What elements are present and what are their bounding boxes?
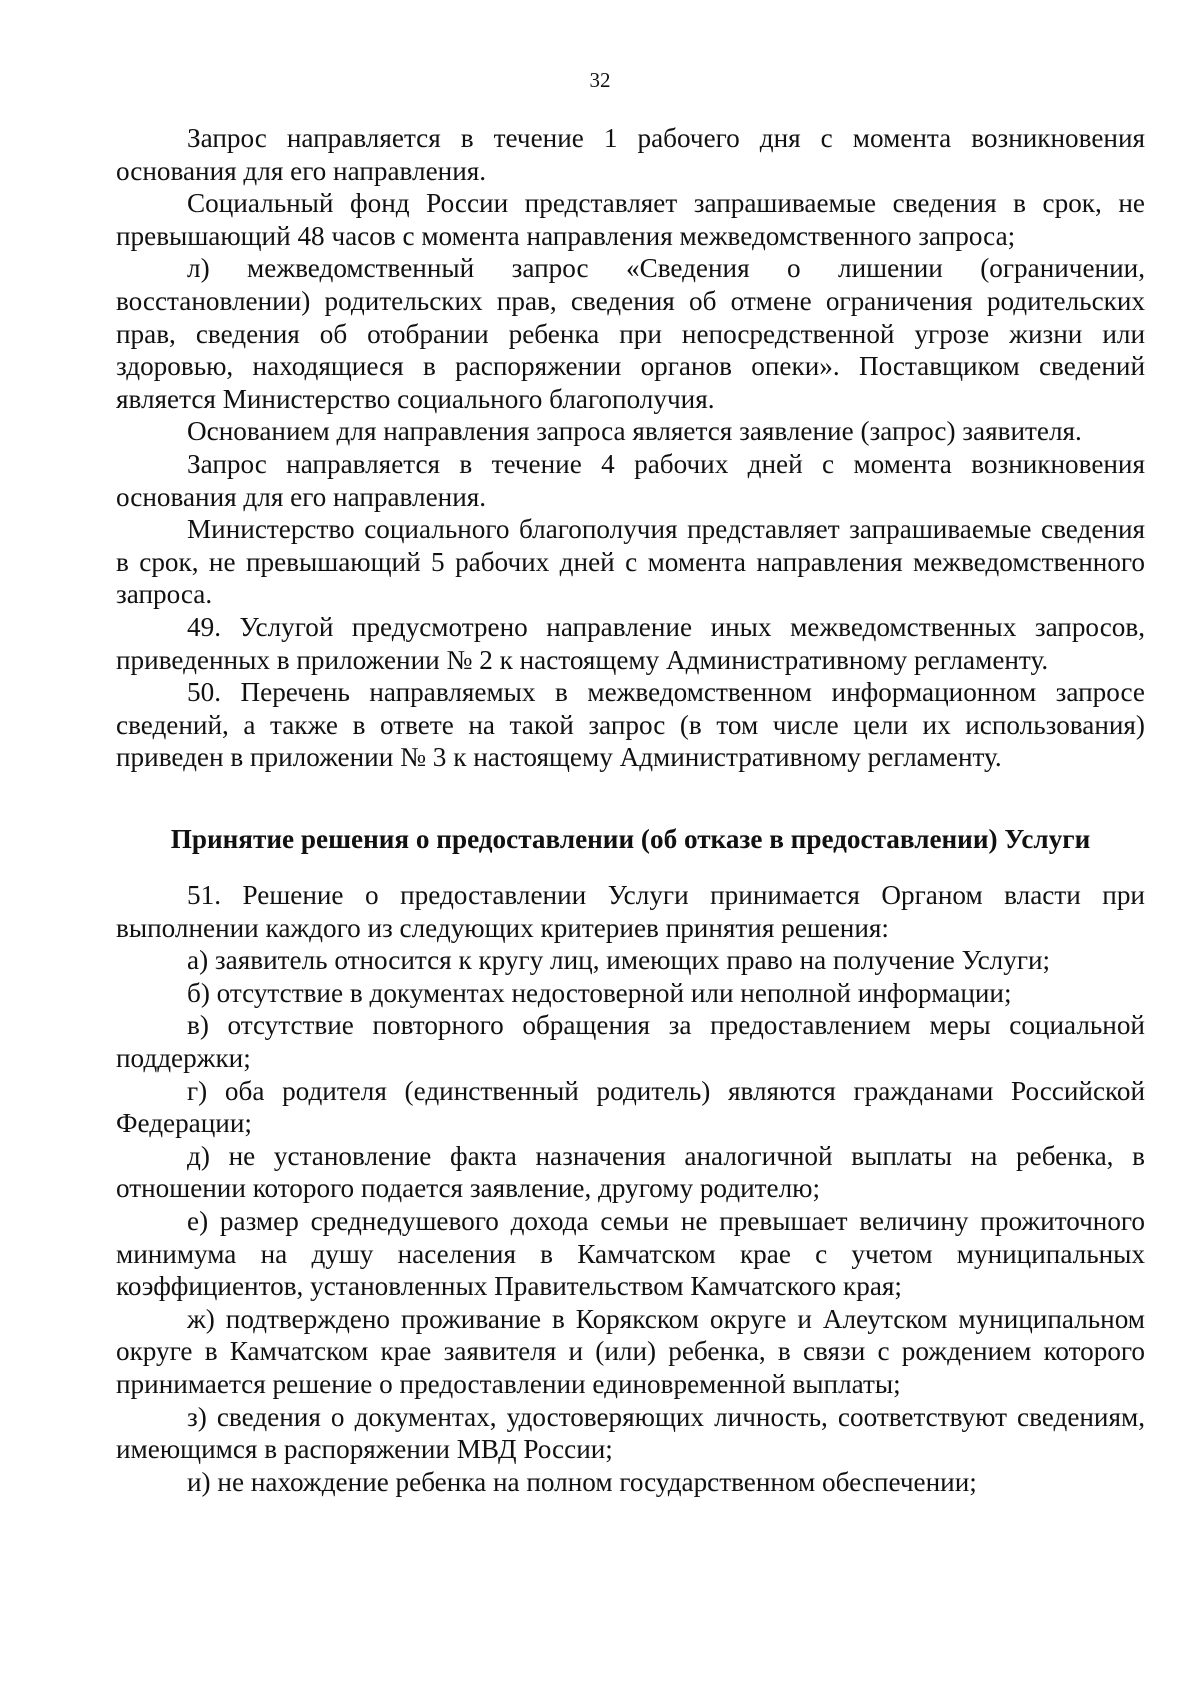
- bottom-text-block: [116, 879, 1145, 1498]
- list-item: а) заявитель относится к кругу лиц, имеющих право на получение Услуги;: [187, 945, 1051, 976]
- list-item: в) отсутствие повторного обращения за предоставлением меры социальной поддержки;: [116, 1010, 1145, 1073]
- list-item: и) не нахождение ребенка на полном государственном обеспечении;: [187, 1466, 977, 1497]
- section-heading: Принятие решения о предоставлении (об отказе в предоставлении) Услуги: [170, 824, 1091, 854]
- list-item: з) сведения о документах, удостоверяющих личность, соответствуют сведениям, имеющимся в распоряжении МВД России;: [116, 1401, 1145, 1465]
- list-item: б) отсутствие в документах недостоверной или неполной информации;: [187, 977, 1012, 1008]
- top-text-block: [116, 122, 1145, 774]
- paragraph: Министерство социального благополучия представляет запрашиваемые сведения в срок, не превышающий 5 рабочих дней с момента направления межведомственного запроса.: [116, 514, 1145, 610]
- page-number: 32: [589, 68, 611, 92]
- paragraph: 51. Решение о предоставлении Услуги принимается Органом власти при выполнении каждого из следующих критериев принятия решения:: [116, 880, 1145, 943]
- paragraph: Основанием для направления запроса является заявление (запрос) заявителя.: [187, 416, 1082, 447]
- list-item: д) не установление факта назначения аналогичной выплаты на ребенка, в отношении которого подается заявление, другому родителю;: [116, 1140, 1145, 1204]
- list-item: е) размер среднедушевого дохода семьи не превышает величину прожиточного минимума на душу населения в Камчатском крае с учетом муниципальных коэффициентов, установленных Правительством Камчатского края;: [116, 1205, 1145, 1302]
- paragraph: 49. Услугой предусмотрено направление иных межведомственных запросов, приведенных в приложении № 2 к настоящему Административному регламенту.: [116, 611, 1145, 675]
- paragraph: л) межведомственный запрос «Сведения о лишении (ограничении, восстановлении) родительских прав, сведения об отмене ограничения родительских прав, сведения об отобрании ребенка при непосредственной угрозе жизни или здоровью, находящиеся в распоряжении органов опеки». Поставщиком сведений является Министерство социального благополучия.: [116, 253, 1145, 414]
- paragraph: 50. Перечень направляемых в межведомственном информационном запросе сведений, а также в ответе на такой запрос (в том числе цели их использования) приведен в приложении № 3 к настоящему Административному регламенту.: [116, 677, 1145, 773]
- paragraph: Запрос направляется в течение 1 рабочего дня с момента возникновения основания для его направления.: [116, 123, 1145, 186]
- paragraph: Социальный фонд России представляет запрашиваемые сведения в срок, не превышающий 48 часов с момента направления межведомственного запроса;: [116, 188, 1145, 251]
- list-item: ж) подтверждено проживание в Корякском округе и Алеутском муниципальном округе в Камчатском крае заявителя и (или) ребенка, в связи с рождением которого принимается решение о предоставлении единовременной выплаты;: [116, 1303, 1145, 1399]
- paragraph: Запрос направляется в течение 4 рабочих дней с момента возникновения основания для его направления.: [116, 448, 1145, 512]
- list-item: г) оба родителя (единственный родитель) являются гражданами Российской Федерации;: [116, 1075, 1145, 1139]
